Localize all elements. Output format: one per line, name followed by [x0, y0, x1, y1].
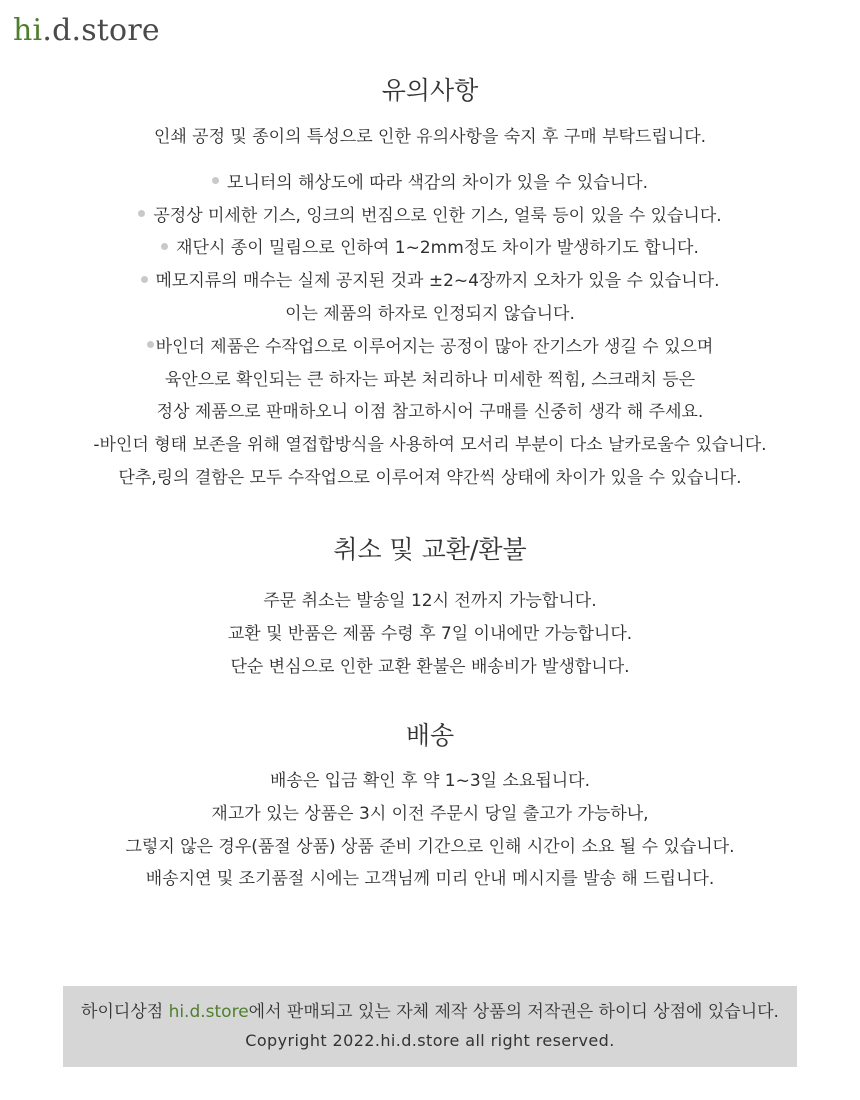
- notice-line: [0, 396, 860, 429]
- notice-line-text: 이는 제품의 하자로 인정되지 않습니다.: [285, 303, 575, 324]
- footer: [63, 986, 797, 1067]
- notice-line-text: 단추,링의 결함은 모두 수작업으로 이루어져 약간씩 상태에 차이가 있을 수 있습니다.: [118, 467, 742, 488]
- footer-prefix: 하이디상점: [81, 1002, 169, 1022]
- bullet-dot-icon: [138, 210, 145, 217]
- shipping-line: [0, 798, 860, 831]
- store-logo[interactable]: [13, 12, 160, 50]
- shipping-line: [0, 831, 860, 864]
- notice-line: [0, 200, 860, 233]
- refund-list: [0, 585, 860, 683]
- bullet-dot-icon: [141, 276, 148, 283]
- notice-section: [0, 74, 860, 495]
- notice-line-text: 메모지류의 매수는 실제 공지된 것과 ±2~4장까지 오차가 있을 수 있습니다.: [155, 271, 720, 292]
- shipping-line-text: 그렇지 않은 경우(품절 상품) 상품 준비 기간으로 인해 시간이 소요 될 수 있습니다.: [125, 836, 735, 857]
- notice-line-text: 공정상 미세한 기스, 잉크의 번짐으로 인한 기스, 얼룩 등이 있을 수 있습니다.: [153, 205, 722, 226]
- notice-line-text: 육안으로 확인되는 큰 하자는 파본 처리하나 미세한 찍힘, 스크래치 등은: [164, 369, 696, 390]
- footer-brand-link[interactable]: hi.d.store: [168, 1002, 249, 1022]
- bullet-dot-icon: [161, 243, 168, 250]
- notice-line: [0, 232, 860, 265]
- notice-line: [0, 265, 860, 298]
- logo-dstore: .d.store: [42, 13, 160, 48]
- notice-line: [0, 167, 860, 200]
- notice-line-text: 재단시 종이 밀림으로 인하여 1~2mm정도 차이가 발생하기도 합니다.: [176, 238, 699, 259]
- shipping-section: [0, 719, 860, 896]
- refund-line: [0, 651, 860, 684]
- bullet-dot-icon: [212, 177, 219, 184]
- notice-line: [0, 429, 860, 462]
- refund-line-text: 주문 취소는 발송일 12시 전까지 가능합니다.: [263, 591, 597, 611]
- refund-line-text: 단순 변심으로 인한 교환 환불은 배송비가 발생합니다.: [230, 656, 630, 677]
- refund-title: 취소 및 교환/환불: [333, 535, 527, 564]
- refund-line: [0, 618, 860, 651]
- shipping-line: [0, 863, 860, 896]
- footer-suffix: 에서 판매되고 있는 자체 제작 상품의 저작권은 하이디 상점에 있습니다.: [248, 1002, 779, 1022]
- notice-line: [0, 331, 860, 364]
- notice-line: [0, 462, 860, 495]
- shipping-title: 배송: [405, 721, 455, 750]
- refund-line-text: 교환 및 반품은 제품 수령 후 7일 이내에만 가능합니다.: [227, 623, 633, 644]
- shipping-line-text: 배송지연 및 조기품절 시에는 고객님께 미리 안내 메시지를 발송 해 드립니다.: [145, 869, 715, 890]
- notice-line: [0, 298, 860, 331]
- notice-list: [0, 167, 860, 495]
- shipping-list: [0, 765, 860, 896]
- notice-line-text: 정상 제품으로 판매하오니 이점 참고하시어 구매를 신중히 생각 해 주세요.: [156, 402, 704, 423]
- logo-hi: hi: [13, 13, 43, 48]
- shipping-line-text: 배송은 입금 확인 후 약 1~3일 소요됩니다.: [269, 771, 591, 791]
- shipping-line-text: 재고가 있는 상품은 3시 이전 주문시 당일 출고가 가능하나,: [211, 803, 649, 824]
- footer-copyright-notice: [63, 997, 797, 1027]
- bullet-dot-icon: [147, 341, 154, 348]
- notice-line: [0, 364, 860, 397]
- refund-line: [0, 585, 860, 618]
- notice-title: 유의사항: [381, 76, 479, 105]
- shipping-line: [0, 765, 860, 798]
- notice-line-text: -바인더 형태 보존을 위해 열접합방식을 사용하여 모서리 부분이 다소 날카로울수 있습니다.: [93, 435, 767, 456]
- notice-line-text: 바인더 제품은 수작업으로 이루어지는 공정이 많아 잔기스가 생길 수 있으며: [155, 336, 714, 357]
- refund-section: [0, 533, 860, 683]
- notice-intro: 인쇄 공정 및 종이의 특성으로 인한 유의사항을 숙지 후 구매 부탁드립니다.: [153, 127, 707, 147]
- footer-copyright: Copyright 2022.hi.d.store all right reserved.: [245, 1031, 615, 1050]
- notice-line-text: 모니터의 해상도에 따라 색감의 차이가 있을 수 있습니다.: [227, 172, 648, 193]
